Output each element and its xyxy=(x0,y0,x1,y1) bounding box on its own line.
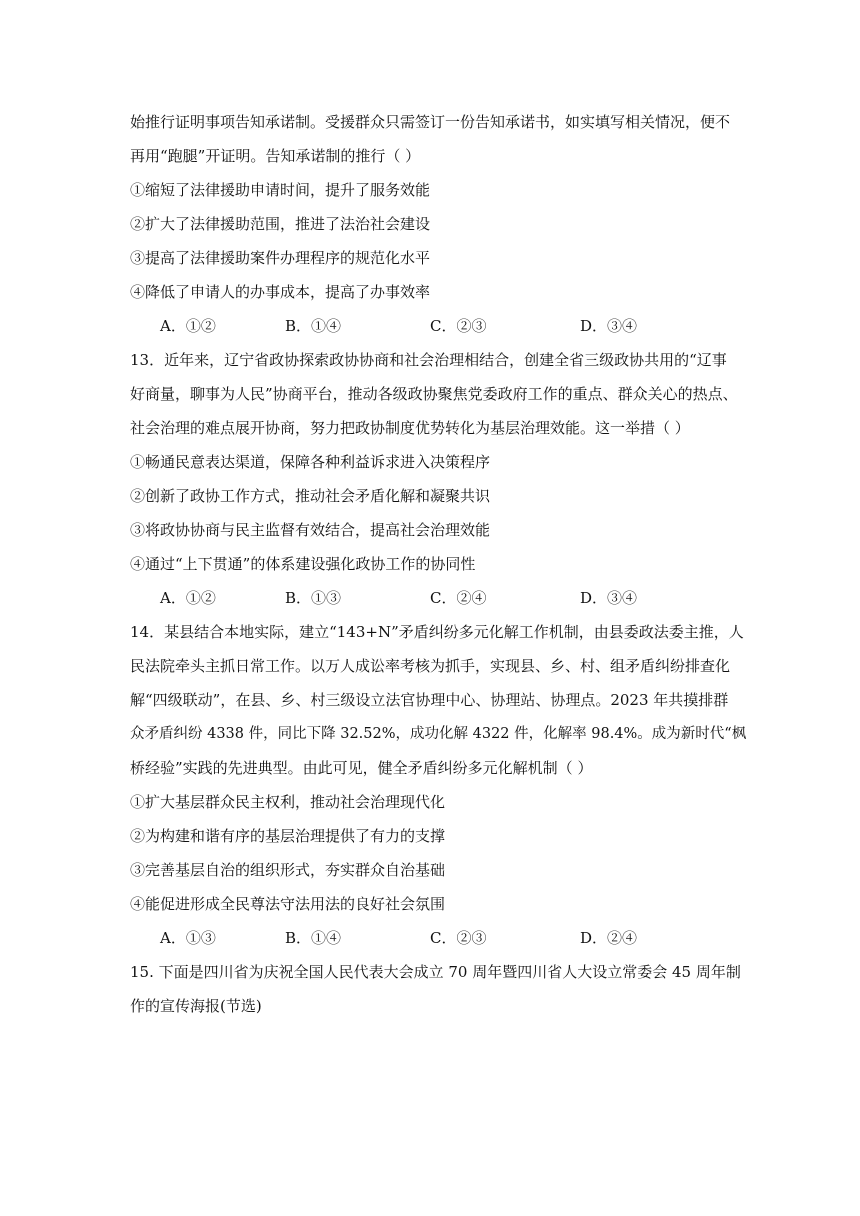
q12-choice-b: B．①④ xyxy=(285,317,342,335)
q13-stem-line-2: 好商量，聊事为人民”协商平台，推动各级政协聚焦党委政府工作的重点、群众关心的热点、 xyxy=(130,385,738,403)
q14-option-3: ③完善基层自治的组织形式，夯实群众自治基础 xyxy=(130,861,446,879)
q12-choices xyxy=(160,316,720,336)
q12-choice-c: C．②③ xyxy=(430,317,487,335)
q13-option-1: ①畅通民意表达渠道，保障各种利益诉求进入决策程序 xyxy=(130,453,491,471)
q14-stem-line-3: 解“四级联动”，在县、乡、村三级设立法官协理中心、协理站、协理点。2023 年共摸排群 xyxy=(130,691,729,709)
q14-option-1: ①扩大基层群众民主权利，推动社会治理现代化 xyxy=(130,793,446,811)
q12-option-3: ③提高了法律援助案件办理程序的规范化水平 xyxy=(130,249,431,267)
q13-option-2: ②创新了政协工作方式，推动社会矛盾化解和凝聚共识 xyxy=(130,487,491,505)
q13-option-3: ③将政协协商与民主监督有效结合，提高社会治理效能 xyxy=(130,521,491,539)
q12-stem-line-2: 再用“跑腿”开证明。告知承诺制的推行（ ） xyxy=(130,147,421,165)
q14-stem-line-4: 众矛盾纠纷 4338 件，同比下降 32.52%，成功化解 4322 件，化解率 98.4%。成为新时代“枫 xyxy=(130,726,747,742)
q12-stem-line-1: 始推行证明事项告知承诺制。受援群众只需签订一份告知承诺书，如实填写相关情况，便不 xyxy=(130,113,731,131)
q12-option-4: ④降低了申请人的办事成本，提高了办事效率 xyxy=(130,283,431,301)
q14-stem-line-5: 桥经验”实践的先进典型。由此可见，健全矛盾纠纷多元化解机制（ ） xyxy=(130,759,593,777)
q13-choices xyxy=(160,588,720,608)
q14-choice-a: A．①③ xyxy=(160,929,216,947)
q13-stem-line-1: 13．近年来，辽宁省政协探索政协协商和社会治理相结合，创建全省三级政协共用的“辽事 xyxy=(130,351,727,369)
q14-option-2: ②为构建和谐有序的基层治理提供了有力的支撑 xyxy=(130,827,446,845)
q14-choice-d: D．②④ xyxy=(580,929,638,947)
q13-option-4: ④通过“上下贯通”的体系建设强化政协工作的协同性 xyxy=(130,555,476,573)
q14-choice-c: C．②③ xyxy=(430,929,487,947)
q12-option-2: ②扩大了法律援助范围，推进了法治社会建设 xyxy=(130,215,431,233)
q13-choice-d: D．③④ xyxy=(580,589,638,607)
q13-choice-c: C．②④ xyxy=(430,589,487,607)
q14-option-4: ④能促进形成全民尊法守法用法的良好社会氛围 xyxy=(130,895,446,913)
q14-choice-b: B．①④ xyxy=(285,929,342,947)
q12-choice-d: D．③④ xyxy=(580,317,638,335)
q15-stem-line-1: 15. 下面是四川省为庆祝全国人民代表大会成立 70 周年暨四川省人大设立常委会 45 周年制 xyxy=(130,963,741,981)
q13-choice-a: A．①② xyxy=(160,589,216,607)
q14-stem-line-2: 民法院牵头主抓日常工作。以万人成讼率考核为抓手，实现县、乡、村、组矛盾纠纷排查化 xyxy=(130,657,731,675)
q13-choice-b: B．①③ xyxy=(285,589,342,607)
q15-stem-line-2: 作的宣传海报(节选) xyxy=(130,997,262,1015)
q13-stem-line-3: 社会治理的难点展开协商，努力把政协制度优势转化为基层治理效能。这一举措（ ） xyxy=(130,419,690,437)
q14-stem-line-1: 14．某县结合本地实际，建立“143+N”矛盾纠纷多元化解工作机制，由县委政法委主推，人 xyxy=(130,623,744,641)
q12-choice-a: A．①② xyxy=(160,317,216,335)
q14-choices xyxy=(160,928,720,948)
q12-option-1: ①缩短了法律援助申请时间，提升了服务效能 xyxy=(130,181,431,199)
